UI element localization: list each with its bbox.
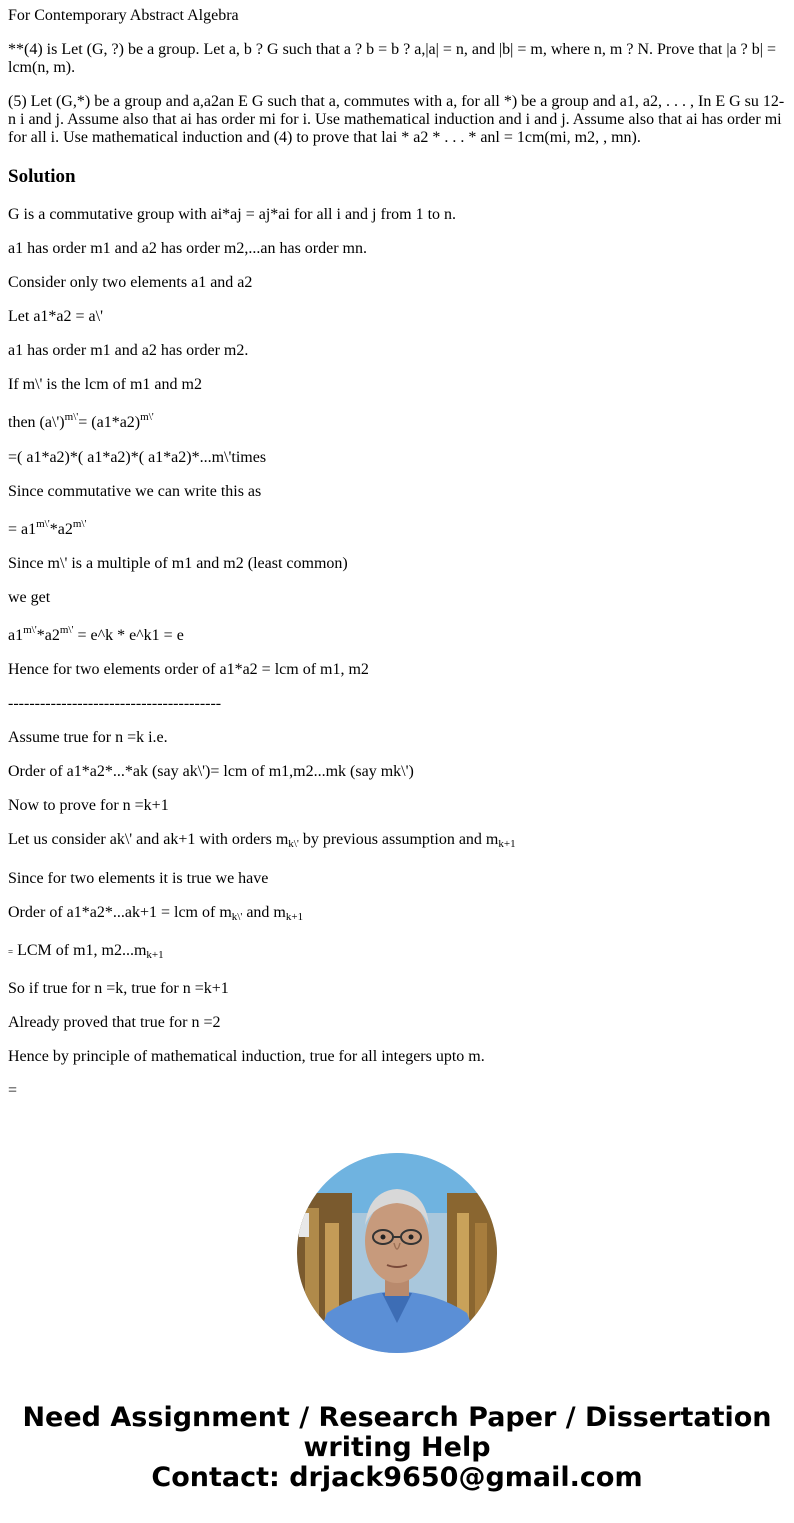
- question-part-5: (5) Let (G,*) be a group and a,a2an E G such that a, commutes with a, for all *) be a group and a1, a2, . . . , In E G su 12-n i and j. Assume also that ai has order mi for i. Use mathematical induction and i and j. Assume also that ai has order mi for all i. Use mathematical induction and (4) to prove that lai * a2 * . . . * anl = 1cm(mi, m2, , mn).: [8, 93, 785, 146]
- solution-line: Consider only two elements a1 and a2: [8, 274, 253, 291]
- promo-line: Need Assignment / Research Paper / Dissertation: [22, 1402, 772, 1433]
- divider-line: ----------------------------------------: [8, 695, 222, 712]
- solution-line: we get: [8, 589, 51, 606]
- question-part-4: **(4) is Let (G, ?) be a group. Let a, b ? G such that a ? b = b ? a,|a| = n, and |b| = m, where n, m ? N. Prove that |a ? b| = lcm(n, m).: [8, 41, 776, 76]
- solution-line: Since for two elements it is true we have: [8, 870, 269, 887]
- promo-line: writing Help: [303, 1432, 491, 1463]
- solution-line: So if true for n =k, true for n =k+1: [8, 980, 229, 997]
- solution-line: =( a1*a2)*( a1*a2)*( a1*a2)*...m\'times: [8, 449, 267, 466]
- solution-line: G is a commutative group with ai*aj = aj*ai for all i and j from 1 to n.: [8, 206, 457, 223]
- solution-line: Order of a1*a2*...ak+1 = lcm of $m_{k\backslash'}$ and $m_{k+1}$: [8, 904, 304, 923]
- solution-line: a1 has order m1 and a2 has order m2.: [8, 342, 249, 359]
- solution-line: Assume true for n =k i.e.: [8, 729, 168, 746]
- solution-line: $a1^{m\backslash'}*a2^{m\backslash'}$ = e^k * e^k1 = e: [8, 624, 184, 644]
- solution-line: Since m\' is a multiple of m1 and m2 (least common): [8, 555, 348, 572]
- document-header: For Contemporary Abstract Algebra: [8, 7, 239, 24]
- solution-heading: Solution: [8, 166, 76, 187]
- solution-line: Let a1*a2 = a\': [8, 308, 103, 325]
- solution-line: then (a\')$^{m\backslash'}$= $(a1*a2)^{m\backslash'}$: [8, 411, 154, 431]
- promo-contact: Contact: drjack9650@gmail.com: [151, 1462, 643, 1493]
- solution-line: Since commutative we can write this as: [8, 483, 262, 500]
- solution-line: Let us consider ak\' and ak+1 with orders $m_{k\backslash'}$ by previous assumption and $m_{k+1}$: [8, 831, 516, 850]
- solution-line: Hence by principle of mathematical induction, true for all integers upto m.: [8, 1048, 485, 1065]
- tutor-avatar: [297, 1153, 497, 1353]
- solution-line: Hence for two elements order of a1*a2 = lcm of m1, m2: [8, 661, 369, 678]
- solution-line: = LCM of m1, $m2...m_{k+1}$: [8, 942, 164, 961]
- solution-line: If m\' is the lcm of m1 and m2: [8, 376, 202, 393]
- solution-line: Already proved that true for n =2: [8, 1014, 221, 1031]
- solution-line: Order of a1*a2*...*ak (say ak\')= lcm of m1,m2...mk (say mk\'): [8, 763, 414, 780]
- solution-line: =: [8, 1082, 18, 1099]
- promo-banner: [0, 1403, 794, 1493]
- solution-line: = $a1^{m\backslash'}*a2^{m\backslash'}$: [8, 518, 87, 538]
- solution-line: a1 has order m1 and a2 has order m2,...an has order mn.: [8, 240, 367, 257]
- solution-line: Now to prove for n =k+1: [8, 797, 169, 814]
